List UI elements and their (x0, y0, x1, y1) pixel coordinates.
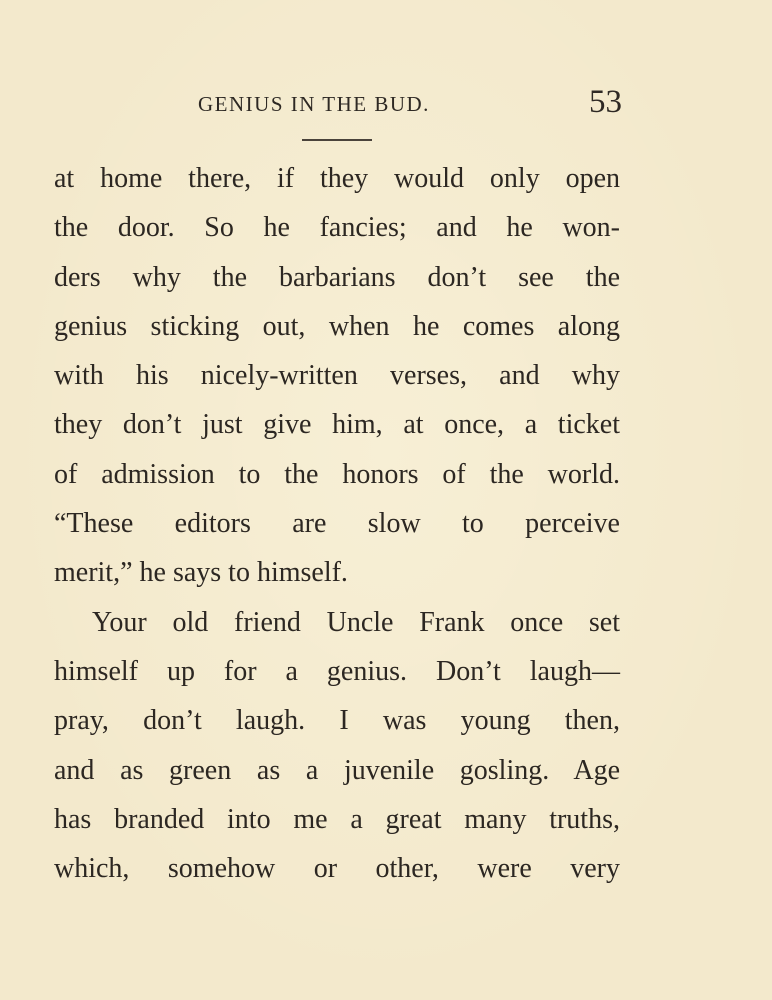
text-line: himself up for a genius. Don’t laugh— (54, 655, 620, 687)
text-line-paragraph-end: merit,” he says to himself. (54, 557, 348, 589)
text-line: and as green as a juvenile gosling. Age (54, 754, 620, 786)
header-rule (302, 139, 372, 141)
text-line: which, somehow or other, were very (54, 853, 620, 885)
text-line: ders why the barbarians don’t see the (54, 261, 620, 293)
text-line: “These editors are slow to perceive (54, 508, 620, 540)
text-line: has branded into me a great many truths, (54, 803, 620, 835)
text-line: pray, don’t laugh. I was young then, (54, 705, 620, 737)
running-head-title: GENIUS IN THE BUD. (198, 92, 430, 116)
text-line: with his nicely-written verses, and why (54, 360, 620, 392)
text-line: they don’t just give him, at once, a ticket (54, 409, 620, 441)
body-text (54, 154, 620, 893)
text-line: of admission to the honors of the world. (54, 458, 620, 490)
page-number: 53 (589, 84, 622, 120)
text-line-paragraph-start: Your old friend Uncle Frank once set (92, 606, 620, 638)
text-line: genius sticking out, when he comes along (54, 310, 620, 342)
text-line: at home there, if they would only open (54, 163, 620, 194)
text-line: the door. So he fancies; and he won- (54, 212, 620, 244)
